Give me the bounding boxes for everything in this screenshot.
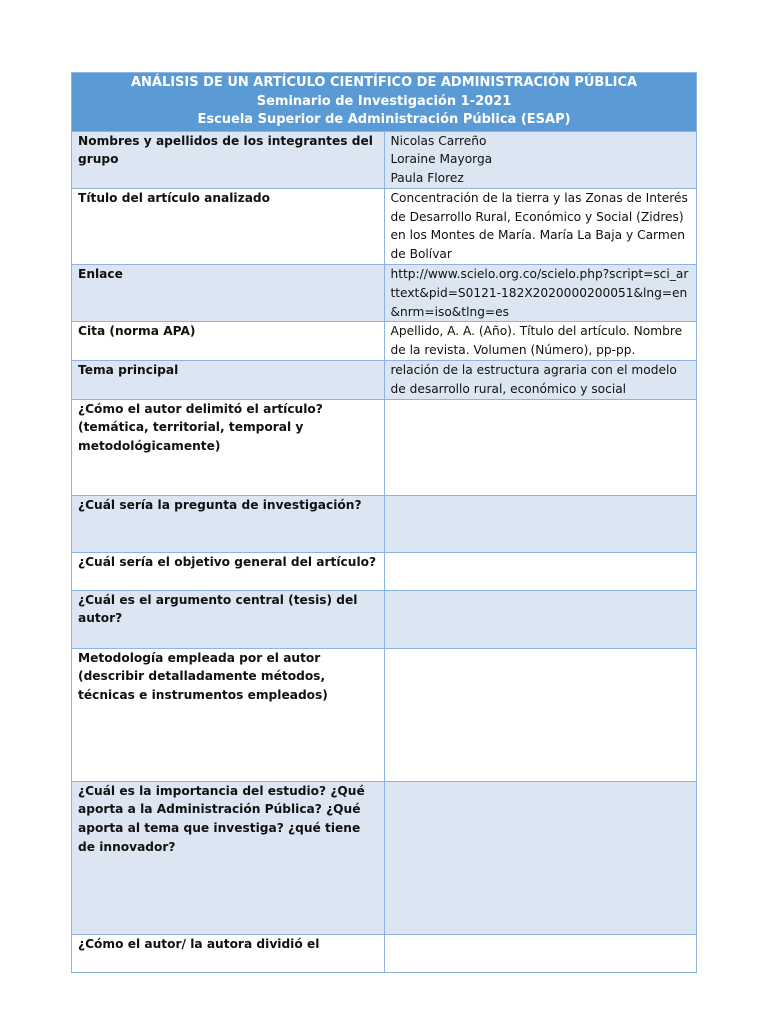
form-institution: Escuela Superior de Administración Pública (ESAP): [197, 112, 571, 127]
row-importancia: [72, 781, 697, 934]
value-argumento[interactable]: [384, 590, 697, 648]
label-titulo: Título del artículo analizado: [72, 188, 385, 264]
apa-citation-text: Apellido, A. A. (Año). Título del artículo. Nombre de la revista. Volumen (Número), pp-pp.: [390, 324, 683, 358]
value-delimitacion[interactable]: [384, 399, 697, 495]
value-importancia[interactable]: [384, 781, 697, 934]
value-cita[interactable]: [384, 322, 697, 361]
row-tema: [72, 361, 697, 400]
label-argumento: ¿Cuál es el argumento central (tesis) del autor?: [72, 590, 385, 648]
value-integrantes[interactable]: [384, 131, 697, 188]
value-pregunta[interactable]: [384, 495, 697, 552]
form-title: ANÁLISIS DE UN ARTÍCULO CIENTÍFICO DE ADMINISTRACIÓN PÚBLICA: [130, 75, 638, 90]
member-name: Nicolas Carreño: [390, 133, 487, 148]
row-integrantes: [72, 131, 697, 188]
article-link[interactable]: http://www.scielo.org.co/scielo.php?script=sci_arttext&pid=S0121-182X2020000200051&lng=en&nrm=iso&tlng=es: [390, 267, 689, 319]
label-metodologia: Metodología empleada por el autor (describir detalladamente métodos, técnicas e instrumentos empleados): [72, 648, 385, 781]
row-objetivo: [72, 552, 697, 590]
value-tema[interactable]: [384, 361, 697, 400]
member-name: Paula Florez: [390, 171, 464, 186]
header-row: [72, 73, 697, 132]
row-cita: [72, 322, 697, 361]
row-enlace: [72, 265, 697, 322]
label-enlace: Enlace: [72, 265, 385, 322]
row-metodologia: [72, 648, 697, 781]
row-division: [72, 934, 697, 972]
label-cita: Cita (norma APA): [72, 322, 385, 361]
form-subtitle: Seminario de Investigación 1-2021: [256, 93, 512, 109]
value-division[interactable]: [384, 934, 697, 972]
value-objetivo[interactable]: [384, 552, 697, 590]
value-metodologia[interactable]: [384, 648, 697, 781]
row-titulo: [72, 188, 697, 264]
main-topic-text: relación de la estructura agraria con el modelo de desarrollo rural, económico y social: [390, 363, 677, 396]
label-integrantes: Nombres y apellidos de los integrantes del grupo: [72, 131, 385, 188]
article-title-text: Concentración de la tierra y las Zonas de Interés de Desarrollo Rural, Económico y Social (Zidres) en los Montes de María. María La Baja y Carmen de Bolívar: [390, 190, 688, 262]
label-delimitacion: ¿Cómo el autor delimitó el artículo? (temática, territorial, temporal y metodológicamente): [72, 399, 385, 495]
member-name: Loraine Mayorga: [390, 152, 493, 167]
row-delimitacion: [72, 399, 697, 495]
row-argumento: [72, 590, 697, 648]
label-pregunta: ¿Cuál sería la pregunta de investigación?: [72, 495, 385, 552]
label-tema: Tema principal: [72, 361, 385, 400]
value-enlace[interactable]: [384, 265, 697, 322]
label-objetivo: ¿Cuál sería el objetivo general del artículo?: [72, 552, 385, 590]
value-titulo[interactable]: [384, 188, 697, 264]
header-cell: [72, 73, 697, 132]
row-pregunta: [72, 495, 697, 552]
analysis-form-table: [71, 72, 697, 973]
label-importancia: ¿Cuál es la importancia del estudio? ¿Qué aporta a la Administración Pública? ¿Qué aporta al tema que investiga? ¿qué tiene de innovador?: [72, 781, 385, 934]
label-division: ¿Cómo el autor/ la autora dividió el: [72, 934, 385, 972]
